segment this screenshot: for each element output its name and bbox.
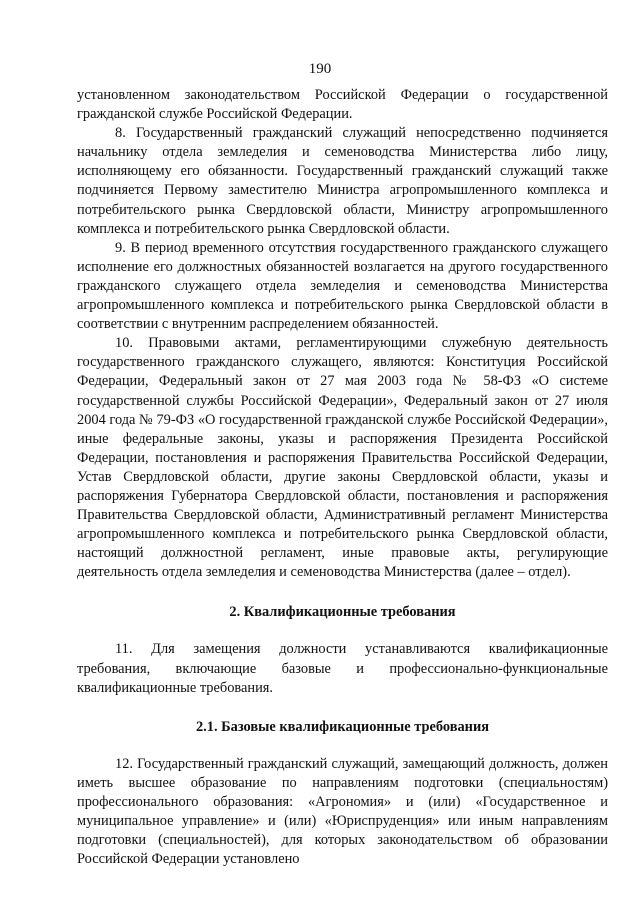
subsection-heading-basic-requirements: 2.1. Базовые квалификационные требования [195, 718, 490, 735]
paragraph-item-9: 9. В период временного отсутствия государственного гражданского служащего исполнение его должностных обязанностей возлагается на другого государственного гражданского служащего отдела земледелия и семеноводства Министерства агропромышленного комплекса и потребительского рынка Свердловской области в соответствии с внутренним распределением обязанностей. [77, 239, 608, 333]
section-heading-qualification-requirements: 2. Квалификационные требования [229, 604, 456, 621]
page-number: 190 [308, 61, 332, 77]
paragraph-item-10: 10. Правовыми актами, регламентирующими служебную деятельность государственного гражданского служащего, являются: Конституция Российской Федерации, Федеральный закон от 27 мая 2003 года № 58-ФЗ «О системе государственной службы Российской Федерации», Федеральный закон от 27 июля 2004 года № 79-ФЗ «О государственной гражданской службе Российской Федерации», иные федеральные законы, указы и распоряжения Президента Российской Федерации, постановления и распоряжения Правительства Российской Федерации, Устав Свердловской области, другие законы Свердловской области, указы и распоряжения Губернатора Свердловской области, постановления и распоряжения Правительства Свердловской области, Административный регламент Министерства агропромышленного комплекса и потребительского рынка Свердловской области, настоящий должностной регламент, иные правовые акты, регулирующие деятельность отдела земледелия и семеноводства Министерства (далее – отдел). [77, 335, 608, 581]
paragraph-item-11: 11. Для замещения должности устанавливаются квалификационные требования, включающие базовые и профессионально-функциональные квалификационные требования. [77, 641, 608, 696]
paragraph-item-12: 12. Государственный гражданский служащий, замещающий должность, должен иметь высшее образование по направлениям подготовки (специальностям) профессионального образования: «Агрономия» и (или) «Государственное и муниципальное управление» и (или) «Юриспруденция» или иным направлениям подготовки (специальностей), для которых законодательством об образовании Российской Федерации установлено [77, 755, 608, 868]
paragraph-item-8: 8. Государственный гражданский служащий непосредственно подчиняется начальнику отдела земледелия и семеноводства Министерства либо лицу, исполняющему его обязанности. Государственный гражданский служащий также подчиняется Первому заместителю Министра агропромышленного комплекса и потребительского рынка Свердловской области, Министру агропромышленного комплекса и потребительского рынка Свердловской области. [77, 125, 608, 237]
paragraph-continuation: установленном законодательством Российской Федерации о государственной гражданской службе Российской Федерации. [77, 87, 608, 123]
document-body [77, 86, 608, 869]
